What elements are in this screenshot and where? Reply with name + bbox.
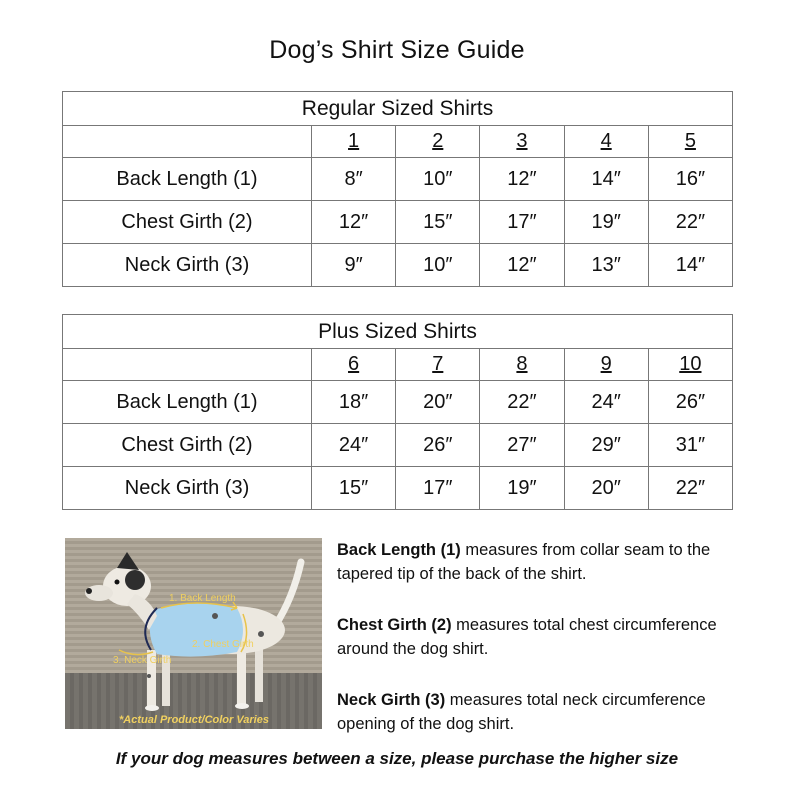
measurement-cell: 9″ [312, 244, 396, 287]
measurement-cell: 24″ [564, 381, 648, 424]
description-chest-girth: Chest Girth (2) measures total chest circumference around the dog shirt. [337, 616, 717, 658]
measurement-cell: 22″ [648, 467, 732, 510]
measurement-cell: 17″ [480, 201, 564, 244]
photo-label-chest-girth: 2. Chest Girth [192, 639, 254, 650]
size-header: 2 [396, 126, 480, 158]
plus-size-table [62, 314, 733, 510]
table-row [63, 244, 733, 287]
regular-size-table [62, 91, 733, 287]
measurement-cell: 20″ [396, 381, 480, 424]
measurement-cell: 22″ [648, 201, 732, 244]
row-label: Back Length (1) [63, 158, 312, 201]
size-header: 9 [564, 349, 648, 381]
measurement-cell: 29″ [564, 424, 648, 467]
regular-table-caption: Regular Sized Shirts [63, 92, 733, 126]
dog-measurement-photo [65, 538, 322, 729]
measurement-cell: 26″ [396, 424, 480, 467]
measurement-cell: 16″ [648, 158, 732, 201]
measurement-cell: 20″ [564, 467, 648, 510]
row-label: Neck Girth (3) [63, 467, 312, 510]
measurement-cell: 17″ [396, 467, 480, 510]
measurement-cell: 12″ [312, 201, 396, 244]
table-row [63, 158, 733, 201]
measurement-cell: 12″ [480, 158, 564, 201]
measurement-cell: 19″ [480, 467, 564, 510]
sizing-advice-footer: If your dog measures between a size, please purchase the higher size [115, 749, 679, 768]
size-header: 5 [648, 126, 732, 158]
header-blank-cell [63, 126, 312, 158]
row-label: Chest Girth (2) [63, 201, 312, 244]
measurement-cell: 27″ [480, 424, 564, 467]
photo-label-back-length: 1. Back Length [169, 593, 236, 604]
size-header: 10 [648, 349, 732, 381]
table-row [63, 424, 733, 467]
measurement-cell: 26″ [648, 381, 732, 424]
size-header: 3 [480, 126, 564, 158]
dog-illustration [65, 538, 322, 729]
size-header: 6 [312, 349, 396, 381]
size-header: 4 [564, 126, 648, 158]
measurement-cell: 10″ [396, 158, 480, 201]
measurement-cell: 8″ [312, 158, 396, 201]
size-header: 8 [480, 349, 564, 381]
photo-disclaimer: *Actual Product/Color Varies [119, 714, 269, 726]
measurement-cell: 14″ [648, 244, 732, 287]
measurement-cell: 18″ [312, 381, 396, 424]
plus-table-caption: Plus Sized Shirts [63, 315, 733, 349]
measurement-cell: 24″ [312, 424, 396, 467]
photo-label-neck-girth: 3. Neck Girth [113, 655, 172, 666]
table-row [63, 201, 733, 244]
page-title: Dog’s Shirt Size Guide [269, 36, 525, 64]
row-label: Back Length (1) [63, 381, 312, 424]
measurement-cell: 13″ [564, 244, 648, 287]
measurement-cell: 15″ [312, 467, 396, 510]
header-blank-cell [63, 349, 312, 381]
measurement-cell: 31″ [648, 424, 732, 467]
size-header: 7 [396, 349, 480, 381]
measurement-cell: 14″ [564, 158, 648, 201]
measurement-cell: 22″ [480, 381, 564, 424]
size-header: 1 [312, 126, 396, 158]
description-neck-girth: Neck Girth (3) measures total neck circumference opening of the dog shirt. [337, 691, 706, 733]
row-label: Chest Girth (2) [63, 424, 312, 467]
table-row [63, 381, 733, 424]
table-row [63, 467, 733, 510]
measurement-cell: 19″ [564, 201, 648, 244]
measurement-cell: 12″ [480, 244, 564, 287]
measurement-cell: 10″ [396, 244, 480, 287]
row-label: Neck Girth (3) [63, 244, 312, 287]
measurement-cell: 15″ [396, 201, 480, 244]
description-back-length: Back Length (1) measures from collar seam to the tapered tip of the back of the shirt. [337, 541, 711, 583]
